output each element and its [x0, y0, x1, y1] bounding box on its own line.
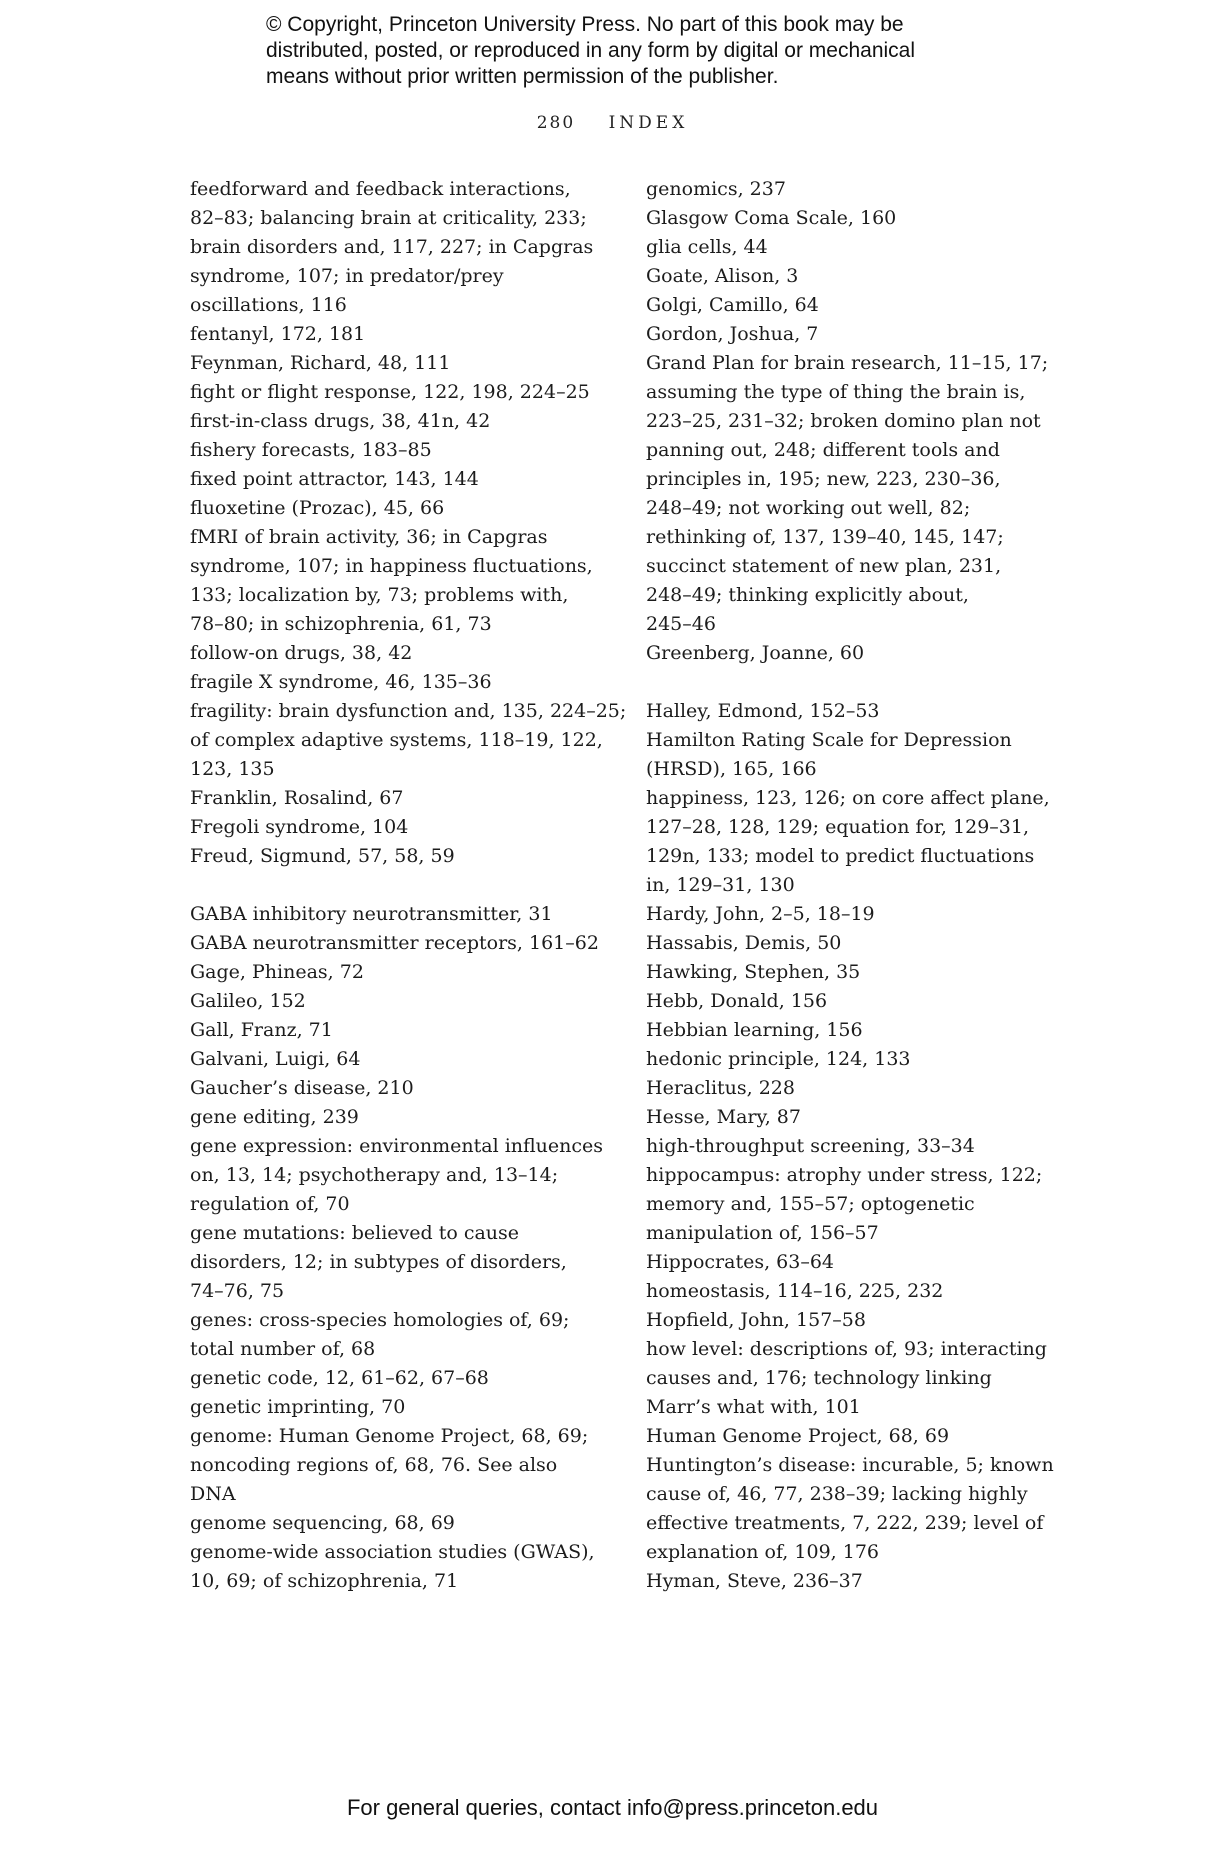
index-entry: [646, 233, 1066, 262]
index-entry-line: fight or flight response, 122, 198, 224–25: [190, 381, 590, 403]
index-entry-line: Hardy, John, 2–5, 18–19: [646, 903, 875, 925]
index-entry-line: Grand Plan for brain research, 11–15, 17;: [646, 352, 1049, 374]
index-entry-line: Gaucher’s disease, 210: [190, 1077, 414, 1099]
index-entry-line: cause of, 46, 77, 238–39; lacking highly: [646, 1483, 1028, 1505]
index-entry: [646, 987, 1066, 1016]
index-entry: [646, 1567, 1066, 1596]
index-entry: [190, 349, 610, 378]
index-entry-line: glia cells, 44: [646, 236, 768, 258]
index-entry: [646, 639, 1066, 668]
index-entry-line: genome: Human Genome Project, 68, 69;: [190, 1425, 589, 1447]
index-entry: [190, 1016, 610, 1045]
index-entry-line: fixed point attractor, 143, 144: [190, 468, 479, 490]
index-entry-line: how level: descriptions of, 93; interacting: [646, 1338, 1047, 1360]
index-entry: [190, 1219, 610, 1306]
index-entry-line: syndrome, 107; in predator/prey: [190, 265, 504, 287]
index-entry: [190, 1306, 610, 1364]
index-entry-line: fluoxetine (Prozac), 45, 66: [190, 497, 445, 519]
index-entry: [190, 1132, 610, 1219]
index-entry-line: Galileo, 152: [190, 990, 306, 1012]
index-entry-line: Hebbian learning, 156: [646, 1019, 863, 1041]
index-entry-line: 248–49; not working out well, 82;: [646, 497, 971, 519]
index-entry: [190, 1422, 610, 1509]
index-entry-line: first-in-class drugs, 38, 41n, 42: [190, 410, 491, 432]
index-entry-line: Heraclitus, 228: [646, 1077, 795, 1099]
index-entry: [190, 1509, 610, 1538]
index-entry-line: principles in, 195; new, 223, 230–36,: [646, 468, 1001, 490]
index-entry-line: GABA neurotransmitter receptors, 161–62: [190, 932, 599, 954]
index-entry-line: GABA inhibitory neurotransmitter, 31: [190, 903, 553, 925]
index-entry-line: Halley, Edmond, 152–53: [646, 700, 880, 722]
index-entry-line: memory and, 155–57; optogenetic: [646, 1193, 975, 1215]
index-entry: [190, 523, 610, 639]
index-entry-line: 10, 69; of schizophrenia, 71: [190, 1570, 459, 1592]
index-entry: [646, 204, 1066, 233]
running-head-title: INDEX: [608, 113, 689, 133]
index-entry-line: total number of, 68: [190, 1338, 376, 1360]
index-entry-line: follow-on drugs, 38, 42: [190, 642, 413, 664]
index-entry: [646, 726, 1066, 784]
index-entry: [190, 1045, 610, 1074]
index-entry-line: syndrome, 107; in happiness fluctuations,: [190, 555, 593, 577]
index-entry: [190, 1538, 610, 1596]
index-entry-line: genomics, 237: [646, 178, 786, 200]
index-entry: [646, 320, 1066, 349]
index-entry-line: 129n, 133; model to predict fluctuations: [646, 845, 1035, 867]
index-entry-line: Gordon, Joshua, 7: [646, 323, 819, 345]
index-entry-line: Golgi, Camillo, 64: [646, 294, 819, 316]
index-entry: [190, 1103, 610, 1132]
index-entry-line: feedforward and feedback interactions,: [190, 178, 571, 200]
index-entry: [646, 262, 1066, 291]
index-entry: [646, 1248, 1066, 1277]
index-entry-line: noncoding regions of, 68, 76. See also: [190, 1454, 558, 1476]
index-column-left: [190, 175, 627, 1596]
index-entry: [646, 784, 1066, 900]
index-entry: [190, 1393, 610, 1422]
index-entry-line: gene expression: environmental influences: [190, 1135, 604, 1157]
index-entry-line: genome sequencing, 68, 69: [190, 1512, 455, 1534]
index-entry: [190, 842, 610, 871]
index-entry: [190, 958, 610, 987]
index-entry-line: 74–76, 75: [190, 1280, 285, 1302]
index-entry: [646, 291, 1066, 320]
index-entry-line: Galvani, Luigi, 64: [190, 1048, 361, 1070]
index-entry-line: Freud, Sigmund, 57, 58, 59: [190, 845, 455, 867]
index-entry-line: gene editing, 239: [190, 1106, 359, 1128]
letter-group-gap: [646, 668, 1066, 697]
index-entry-line: assuming the type of thing the brain is,: [646, 381, 1026, 403]
index-entry-line: Marr’s what with, 101: [646, 1396, 861, 1418]
index-entry-line: genome-wide association studies (GWAS),: [190, 1541, 595, 1563]
index-entry-line: Goate, Alison, 3: [646, 265, 799, 287]
index-entry-line: effective treatments, 7, 222, 239; level of: [646, 1512, 1044, 1534]
index-entry-line: Hawking, Stephen, 35: [646, 961, 861, 983]
index-entry-line: Hyman, Steve, 236–37: [646, 1570, 863, 1592]
index-entry: [190, 929, 610, 958]
index-entry-line: regulation of, 70: [190, 1193, 350, 1215]
index-entry-line: Gall, Franz, 71: [190, 1019, 333, 1041]
index-entry: [190, 494, 610, 523]
index-entry: [646, 1103, 1066, 1132]
index-entry: [190, 697, 627, 784]
index-entry: [646, 900, 1066, 929]
index-entry: [190, 465, 610, 494]
index-entry-line: (HRSD), 165, 166: [646, 758, 817, 780]
index-entry-line: homeostasis, 114–16, 225, 232: [646, 1280, 944, 1302]
index-entry: [190, 175, 610, 320]
index-entry-line: on, 13, 14; psychotherapy and, 13–14;: [190, 1164, 559, 1186]
index-entry-line: genetic code, 12, 61–62, 67–68: [190, 1367, 489, 1389]
index-entry-line: 245–46: [646, 613, 716, 635]
index-entry-line: Greenberg, Joanne, 60: [646, 642, 865, 664]
index-entry-line: Hassabis, Demis, 50: [646, 932, 842, 954]
index-entry-line: 127–28, 128, 129; equation for, 129–31,: [646, 816, 1029, 838]
copyright-line: © Copyright, Princeton University Press. No part of this book may be: [266, 13, 904, 36]
index-column-right: [646, 175, 1066, 1596]
index-entry-line: 133; localization by, 73; problems with,: [190, 584, 569, 606]
index-entry-line: Hebb, Donald, 156: [646, 990, 828, 1012]
index-entry-line: Hippocrates, 63–64: [646, 1251, 835, 1273]
index-entry-line: fMRI of brain activity, 36; in Capgras: [190, 526, 548, 548]
index-entry: [646, 1277, 1066, 1306]
page-number: 280: [536, 113, 576, 133]
index-entry-line: Human Genome Project, 68, 69: [646, 1425, 950, 1447]
index-entry-line: manipulation of, 156–57: [646, 1222, 879, 1244]
index-entry-line: high-throughput screening, 33–34: [646, 1135, 975, 1157]
index-entry-line: succinct statement of new plan, 231,: [646, 555, 1002, 577]
index-entry-line: in, 129–31, 130: [646, 874, 795, 896]
index-entry-line: rethinking of, 137, 139–40, 145, 147;: [646, 526, 1004, 548]
index-entry: [190, 378, 610, 407]
index-entry: [646, 1016, 1066, 1045]
index-entry: [190, 900, 610, 929]
index-entry: [646, 929, 1066, 958]
index-entry-line: 78–80; in schizophrenia, 61, 73: [190, 613, 492, 635]
index-entry: [646, 1132, 1066, 1161]
index-entry-line: hippocampus: atrophy under stress, 122;: [646, 1164, 1043, 1186]
index-entry: [190, 784, 610, 813]
running-head: [0, 113, 1225, 133]
index-entry: [646, 1306, 1066, 1335]
index-entry-line: Huntington’s disease: incurable, 5; known: [646, 1454, 1054, 1476]
index-entry-line: disorders, 12; in subtypes of disorders,: [190, 1251, 567, 1273]
index-entry-line: Hamilton Rating Scale for Depression: [646, 729, 1012, 751]
index-entry: [190, 436, 610, 465]
index-entry: [646, 349, 1066, 639]
copyright-notice: [266, 12, 986, 90]
index-entry: [646, 1045, 1066, 1074]
index-entry: [646, 1451, 1066, 1567]
index-entry: [190, 813, 610, 842]
index-entry-line: genes: cross-species homologies of, 69;: [190, 1309, 570, 1331]
index-entry: [646, 1161, 1066, 1248]
index-entry-line: genetic imprinting, 70: [190, 1396, 406, 1418]
index-entry-line: DNA: [190, 1483, 236, 1505]
footer-contact: For general queries, contact info@press.princeton.edu: [346, 1795, 879, 1820]
index-entry-line: Feynman, Richard, 48, 111: [190, 352, 451, 374]
index-entry: [190, 668, 610, 697]
index-entry: [190, 1074, 610, 1103]
index-entry-line: 248–49; thinking explicitly about,: [646, 584, 969, 606]
index-entry-line: Fregoli syndrome, 104: [190, 816, 409, 838]
index-entry-line: fishery forecasts, 183–85: [190, 439, 432, 461]
index-entry: [646, 1335, 1066, 1422]
index-entry-line: Hesse, Mary, 87: [646, 1106, 801, 1128]
index-entry-line: panning out, 248; different tools and: [646, 439, 1000, 461]
index-entry: [646, 958, 1066, 987]
index-entry-line: fragility: brain dysfunction and, 135, 224–25;: [190, 700, 627, 722]
index-entry-line: gene mutations: believed to cause: [190, 1222, 520, 1244]
index-entry: [646, 175, 1066, 204]
index-entry-line: fragile X syndrome, 46, 135–36: [190, 671, 492, 693]
index-entry-line: 223–25, 231–32; broken domino plan not: [646, 410, 1041, 432]
index-entry: [646, 1422, 1066, 1451]
index-entry-line: Hopfield, John, 157–58: [646, 1309, 866, 1331]
index-entry-line: hedonic principle, 124, 133: [646, 1048, 911, 1070]
index-entry-line: brain disorders and, 117, 227; in Capgras: [190, 236, 594, 258]
index-entry: [190, 320, 610, 349]
index-entry-line: 82–83; balancing brain at criticality, 233;: [190, 207, 587, 229]
index-entry-line: explanation of, 109, 176: [646, 1541, 880, 1563]
index-entry: [190, 987, 610, 1016]
copyright-line: distributed, posted, or reproduced in any form by digital or mechanical: [266, 39, 916, 62]
index-entry: [190, 639, 610, 668]
index-entry-line: Glasgow Coma Scale, 160: [646, 207, 897, 229]
index-entry: [190, 407, 610, 436]
index-entry: [646, 697, 1066, 726]
index-entry: [646, 1074, 1066, 1103]
index-entry-line: causes and, 176; technology linking: [646, 1367, 992, 1389]
index-entry-line: oscillations, 116: [190, 294, 347, 316]
index-entry-line: Franklin, Rosalind, 67: [190, 787, 404, 809]
index-entry-line: happiness, 123, 126; on core affect plane,: [646, 787, 1050, 809]
index-entry-line: Gage, Phineas, 72: [190, 961, 364, 983]
index-entry-line: 123, 135: [190, 758, 275, 780]
copyright-line: means without prior written permission of the publisher.: [266, 65, 779, 88]
index-entry-line: fentanyl, 172, 181: [190, 323, 366, 345]
index-entry: [190, 1364, 610, 1393]
letter-group-gap: [190, 871, 610, 900]
index-entry-line: of complex adaptive systems, 118–19, 122,: [190, 729, 603, 751]
